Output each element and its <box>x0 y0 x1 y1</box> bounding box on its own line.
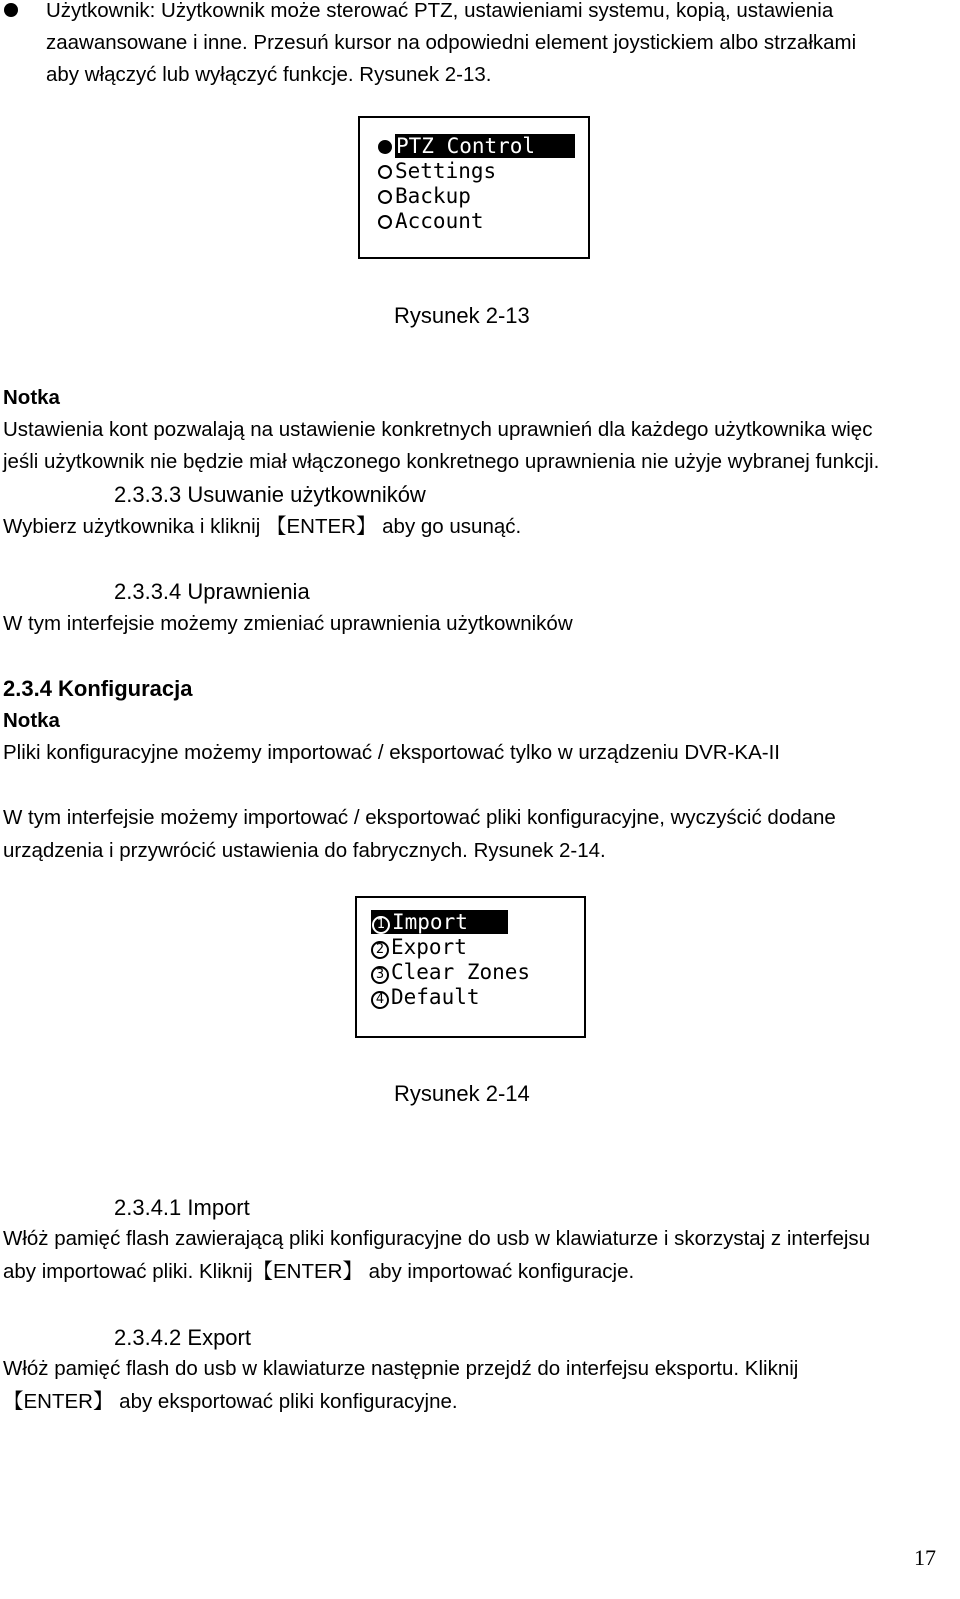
number-2-icon: 2 <box>371 941 389 959</box>
menu-item-export <box>371 935 467 959</box>
note-line-2: jeśli użytkownik nie będzie miał włączonego konkretnego uprawnienia nie użyje wybranej funkcji. <box>3 450 880 473</box>
paragraph-line-2: urządzenia i przywrócić ustawienia do fabrycznych. Rysunek 2-14. <box>3 839 606 862</box>
intro-line-3: aby włączyć lub wyłączyć funkcje. Rysunek 2-13. <box>46 63 492 86</box>
paragraph-line-1: W tym interfejsie możemy importować / eksportować pliki konfiguracyjne, wyczyścić dodane <box>3 806 836 829</box>
menu-item-label: Settings <box>395 159 497 183</box>
menu-item-label: Backup <box>395 184 471 208</box>
number-4-icon: 4 <box>371 991 389 1009</box>
menu-item-import <box>371 910 508 934</box>
note-label: Notka <box>3 386 60 409</box>
figure-2-14-menu <box>355 896 586 1038</box>
figure-caption-2-13: Rysunek 2-13 <box>394 303 530 328</box>
bullet-dot-icon <box>4 3 18 17</box>
menu-item-account <box>378 209 484 233</box>
intro-bullet <box>0 0 960 90</box>
section-2341-line-1: Włóż pamięć flash zawierającą pliki konfiguracyjne do usb w klawiaturze i skorzystaj z interfejsu <box>3 1227 871 1250</box>
menu-item-settings <box>378 159 496 183</box>
menu-item-clear-zones <box>371 960 530 984</box>
note-text: Pliki konfiguracyjne możemy importować / eksportować tylko w urządzeniu DVR-KA-II <box>3 741 780 764</box>
menu-item-backup <box>378 184 471 208</box>
menu-item-label: PTZ Control <box>395 134 575 158</box>
section-heading-2333: 2.3.3.3 Usuwanie użytkowników <box>114 482 426 507</box>
menu-item-label: Clear Zones <box>391 960 531 984</box>
section-2342-line-1: Włóż pamięć flash do usb w klawiaturze następnie przejdź do interfejsu eksportu. Kliknij <box>3 1357 799 1380</box>
radio-selected-icon <box>378 140 392 154</box>
menu-item-label: Export <box>391 935 467 959</box>
section-2341-line-2: aby importować pliki. Kliknij【ENTER】 aby importować konfiguracje. <box>3 1260 635 1283</box>
radio-empty-icon <box>378 215 392 229</box>
section-heading-234: 2.3.4 Konfiguracja <box>3 676 193 701</box>
section-heading-2341: 2.3.4.1 Import <box>114 1195 250 1220</box>
menu-item-label: Account <box>395 209 484 233</box>
number-1-icon: 1 <box>372 916 390 934</box>
section-text-2333: Wybierz użytkownika i kliknij 【ENTER】 aby go usunąć. <box>3 515 522 538</box>
note-line-1: Ustawienia kont pozwalają na ustawienie konkretnych uprawnień dla każdego użytkownika więc <box>3 418 873 441</box>
section-heading-2334: 2.3.3.4 Uprawnienia <box>114 579 310 604</box>
note-label: Notka <box>3 709 60 732</box>
intro-line-2: zaawansowane i inne. Przesuń kursor na odpowiedni element joystickiem albo strzałkami <box>46 31 857 54</box>
radio-empty-icon <box>378 190 392 204</box>
intro-line-1: Użytkownik: Użytkownik może sterować PTZ, ustawieniami systemu, kopią, ustawienia <box>46 0 834 22</box>
section-2342-line-2: 【ENTER】 aby eksportować pliki konfiguracyjne. <box>3 1390 458 1413</box>
figure-2-13-menu <box>358 116 590 259</box>
number-3-icon: 3 <box>371 966 389 984</box>
page-number: 17 <box>914 1545 936 1570</box>
menu-item-label: Default <box>391 985 480 1009</box>
section-heading-2342: 2.3.4.2 Export <box>114 1325 251 1350</box>
menu-item-ptz-control <box>378 134 575 158</box>
menu-item-label: Import <box>392 910 468 934</box>
radio-empty-icon <box>378 165 392 179</box>
section-text-2334: W tym interfejsie możemy zmieniać uprawnienia użytkowników <box>3 612 573 635</box>
menu-item-default <box>371 985 480 1009</box>
figure-caption-2-14: Rysunek 2-14 <box>394 1081 530 1106</box>
